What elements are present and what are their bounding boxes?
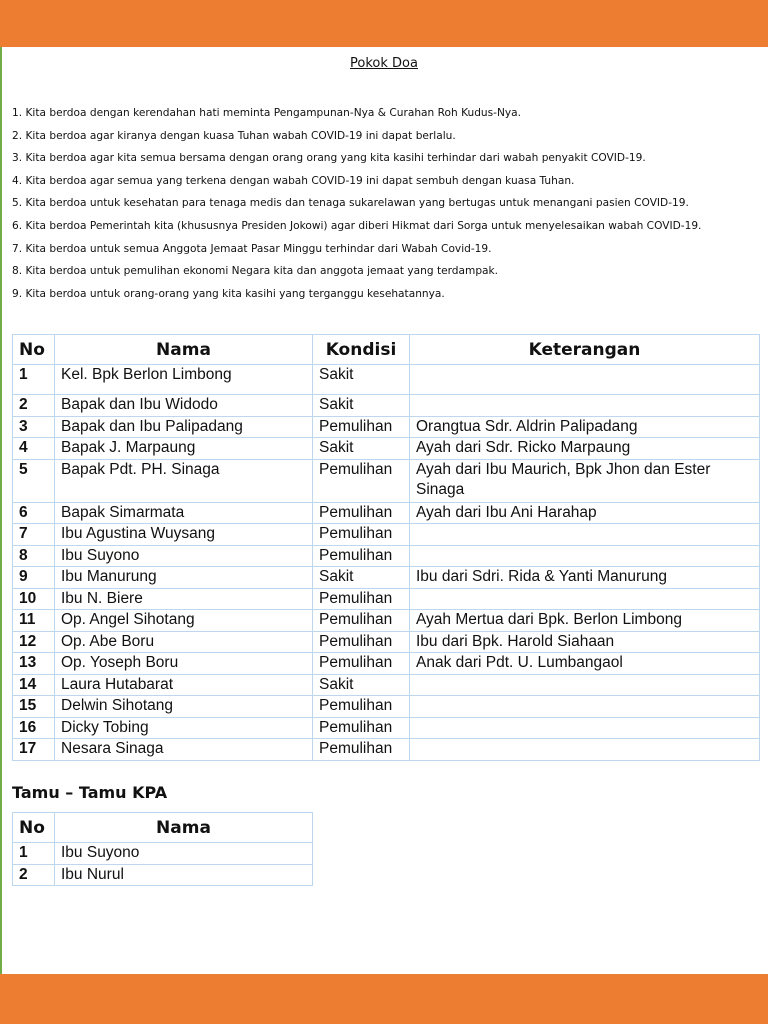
cell-keterangan [410,365,760,395]
cell-nama: Op. Angel Sihotang [55,610,313,632]
cell-no: 3 [13,416,55,438]
cell-kondisi: Pemulihan [313,502,410,524]
cell-kondisi: Pemulihan [313,459,410,502]
table-row [13,696,760,718]
cell-kondisi: Pemulihan [313,696,410,718]
header-nama: Nama [55,335,313,365]
cell-kondisi: Pemulihan [313,545,410,567]
cell-kondisi: Pemulihan [313,653,410,675]
prayer-item: 3. Kita berdoa agar kita semua bersama dengan orang orang yang kita kasihi terhindar dari wabah penyakit COVID-19. [12,152,646,165]
left-green-border [0,47,2,974]
cell-no: 4 [13,438,55,460]
cell-keterangan [410,545,760,567]
prayer-item: 7. Kita berdoa untuk semua Anggota Jemaat Pasar Minggu terhindar dari Wabah Covid-19. [12,242,492,255]
cell-kondisi: Pemulihan [313,416,410,438]
bottom-orange-band [0,974,768,1024]
cell-nama: Ibu Nurul [55,864,313,886]
cell-no: 12 [13,631,55,653]
cell-nama: Delwin Sihotang [55,696,313,718]
table-row [13,567,760,589]
cell-nama: Dicky Tobing [55,717,313,739]
cell-no: 14 [13,674,55,696]
cell-nama: Ibu Suyono [55,545,313,567]
cell-no: 1 [13,365,55,395]
table-row [13,416,760,438]
cell-kondisi: Pemulihan [313,610,410,632]
cell-keterangan: Ibu dari Bpk. Harold Siahaan [410,631,760,653]
cell-no: 2 [13,864,55,886]
cell-keterangan: Ibu dari Sdri. Rida & Yanti Manurung [410,567,760,589]
table-row [13,395,760,417]
prayer-item: 9. Kita berdoa untuk orang-orang yang kita kasihi yang terganggu kesehatannya. [12,287,445,300]
prayer-item: 6. Kita berdoa Pemerintah kita (khususnya Presiden Jokowi) agar diberi Hikmat dari Sorga untuk menyelesaikan wabah COVID-19. [12,219,702,232]
cell-nama: Bapak dan Ibu Widodo [55,395,313,417]
page-title: Pokok Doa [350,56,418,71]
cell-nama: Bapak J. Marpaung [55,438,313,460]
cell-nama: Ibu N. Biere [55,588,313,610]
cell-no: 8 [13,545,55,567]
table-row [13,459,760,502]
cell-keterangan [410,696,760,718]
guest-section-heading: Tamu – Tamu KPA [12,783,168,802]
top-orange-band [0,0,768,47]
cell-no: 1 [13,843,55,865]
cell-kondisi: Pemulihan [313,739,410,761]
cell-keterangan [410,588,760,610]
prayer-item: 5. Kita berdoa untuk kesehatan para tenaga medis dan tenaga sukarelawan yang bertugas untuk menangani pasien COVID-19. [12,197,689,210]
cell-no: 15 [13,696,55,718]
table-row [13,365,760,395]
cell-kondisi: Pemulihan [313,524,410,546]
cell-keterangan [410,395,760,417]
prayer-list [12,104,762,307]
cell-kondisi: Pemulihan [313,717,410,739]
cell-no: 13 [13,653,55,675]
table-header-row [13,813,313,843]
prayer-item: 2. Kita berdoa agar kiranya dengan kuasa Tuhan wabah COVID-19 ini dapat berlalu. [12,129,456,142]
cell-keterangan [410,674,760,696]
cell-no: 7 [13,524,55,546]
prayer-item: 8. Kita berdoa untuk pemulihan ekonomi Negara kita dan anggota jemaat yang terdampak. [12,265,499,278]
table-row [13,739,760,761]
header-keterangan: Keterangan [410,335,760,365]
cell-kondisi: Sakit [313,365,410,395]
table-row [13,717,760,739]
cell-no: 17 [13,739,55,761]
cell-keterangan: Ayah dari Ibu Ani Harahap [410,502,760,524]
prayer-item: 1. Kita berdoa dengan kerendahan hati meminta Pengampunan-Nya & Curahan Roh Kudus-Nya. [12,107,522,119]
prayer-item: 4. Kita berdoa agar semua yang terkena dengan wabah COVID-19 ini dapat sembuh dengan kuasa Tuhan. [12,174,575,187]
header-nama: Nama [55,813,313,843]
cell-keterangan: Ayah Mertua dari Bpk. Berlon Limbong [410,610,760,632]
cell-no: 5 [13,459,55,502]
table-row [13,653,760,675]
table-row [13,438,760,460]
cell-no: 9 [13,567,55,589]
cell-keterangan: Ayah dari Sdr. Ricko Marpaung [410,438,760,460]
cell-kondisi: Sakit [313,395,410,417]
cell-nama: Laura Hutabarat [55,674,313,696]
cell-nama: Bapak Simarmata [55,502,313,524]
cell-keterangan [410,739,760,761]
cell-keterangan: Anak dari Pdt. U. Lumbangaol [410,653,760,675]
table-row [13,843,313,865]
guest-table [12,812,313,886]
table-row [13,524,760,546]
header-kondisi: Kondisi [313,335,410,365]
table-row [13,631,760,653]
cell-nama: Bapak Pdt. PH. Sinaga [55,459,313,502]
cell-no: 10 [13,588,55,610]
cell-kondisi: Sakit [313,567,410,589]
cell-kondisi: Sakit [313,438,410,460]
table-header-row [13,335,760,365]
header-no: No [13,335,55,365]
prayer-request-table [12,334,760,761]
table-row [13,610,760,632]
cell-no: 16 [13,717,55,739]
cell-nama: Ibu Manurung [55,567,313,589]
cell-nama: Op. Abe Boru [55,631,313,653]
cell-keterangan: Orangtua Sdr. Aldrin Palipadang [410,416,760,438]
table-row [13,502,760,524]
cell-nama: Op. Yoseph Boru [55,653,313,675]
cell-nama: Ibu Suyono [55,843,313,865]
table-row [13,588,760,610]
table-row [13,545,760,567]
cell-nama: Bapak dan Ibu Palipadang [55,416,313,438]
cell-kondisi: Pemulihan [313,631,410,653]
header-no: No [13,813,55,843]
table-row [13,864,313,886]
cell-no: 2 [13,395,55,417]
cell-no: 11 [13,610,55,632]
cell-keterangan: Ayah dari Ibu Maurich, Bpk Jhon dan Ester Sinaga [410,459,760,502]
cell-nama: Kel. Bpk Berlon Limbong [55,365,313,395]
cell-keterangan [410,717,760,739]
table-row [13,674,760,696]
cell-kondisi: Pemulihan [313,588,410,610]
cell-nama: Nesara Sinaga [55,739,313,761]
cell-no: 6 [13,502,55,524]
cell-keterangan [410,524,760,546]
cell-nama: Ibu Agustina Wuysang [55,524,313,546]
cell-kondisi: Sakit [313,674,410,696]
